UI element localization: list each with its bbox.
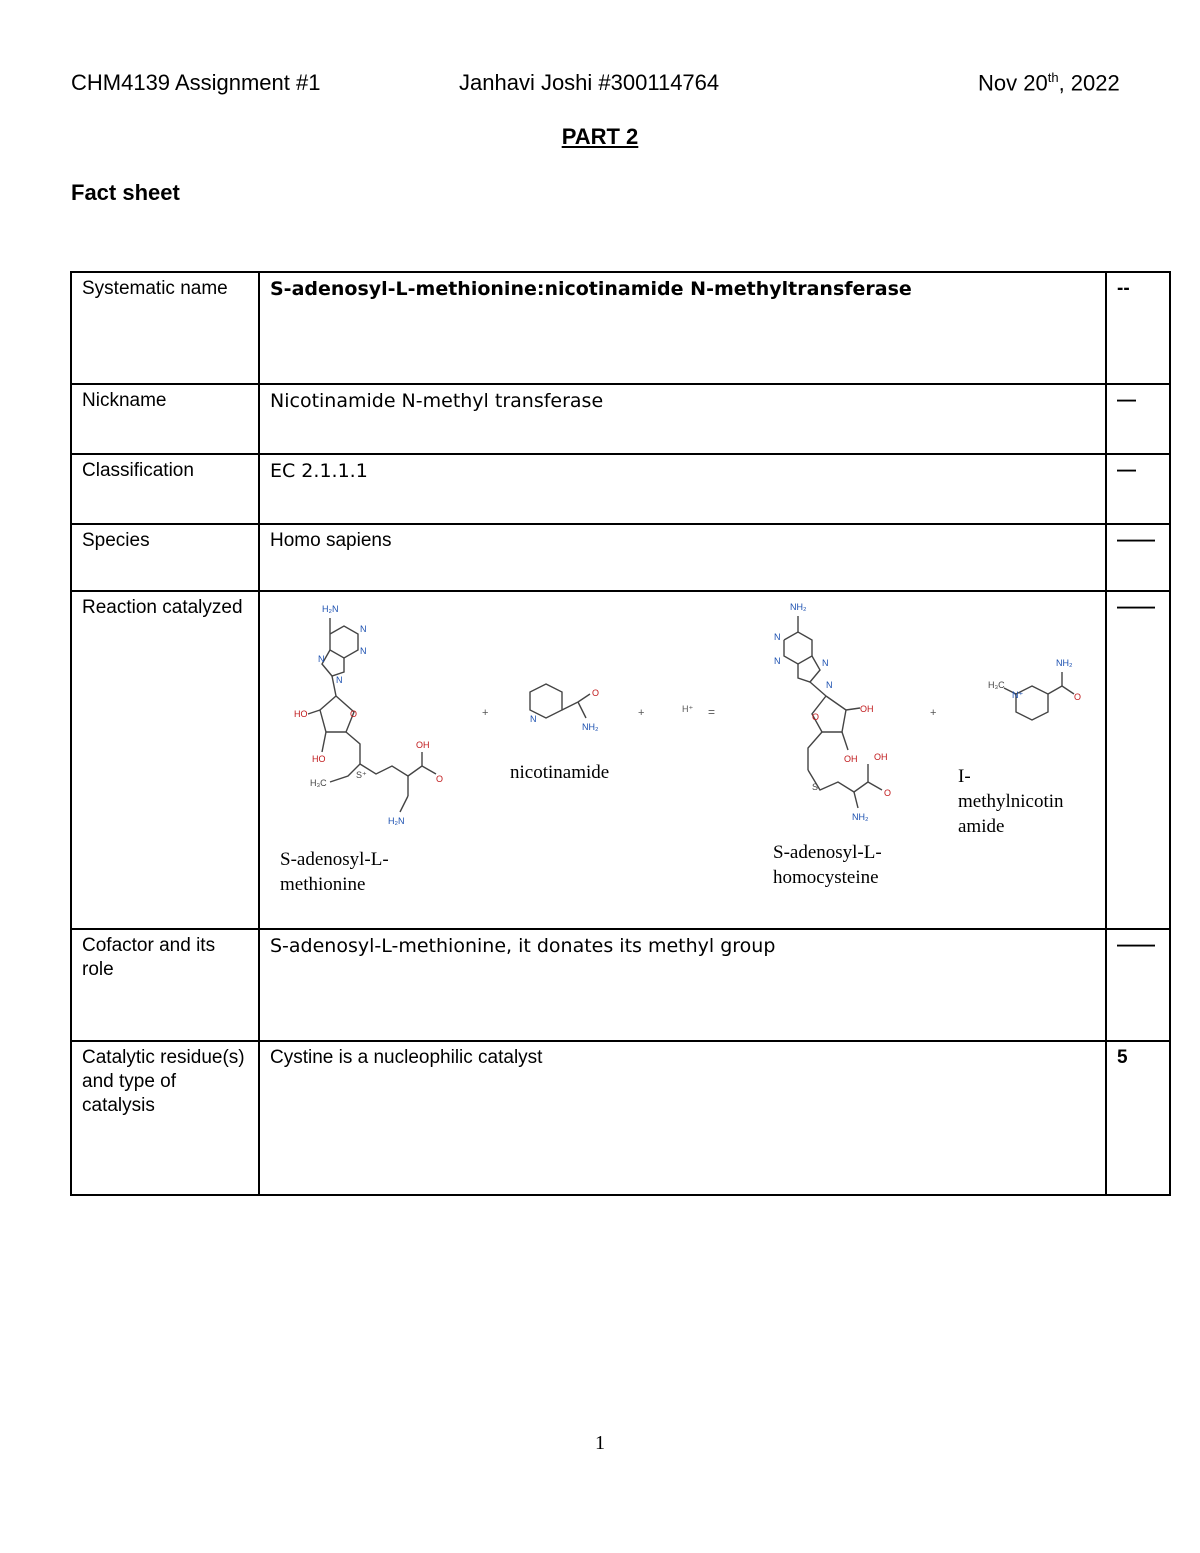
row-label: Reaction catalyzed [71, 591, 259, 929]
sah-oxygens [812, 704, 891, 798]
atom-label: NH₂ [790, 602, 807, 612]
atom-label: O [592, 688, 600, 698]
atom-label: N [774, 656, 781, 666]
date-prefix: Nov 20 [978, 70, 1048, 96]
atom-label: NH₂ [1056, 658, 1073, 668]
row-score: —— [1106, 524, 1170, 591]
header-date [978, 70, 1120, 96]
table-row [71, 1041, 1170, 1195]
row-label: Systematic name [71, 272, 259, 384]
methylnicotinamide-line: I- [958, 766, 971, 787]
row-score: —— [1106, 591, 1170, 929]
part-title: PART 2 [561, 124, 639, 149]
atom-label: N [774, 632, 781, 642]
sam-oxygens [294, 709, 443, 784]
sam-structure [308, 618, 436, 812]
row-score: — [1106, 384, 1170, 454]
atom-label: N [360, 646, 367, 656]
methylnicotinamide-line: amide [958, 816, 1005, 837]
atom-label: NH₂ [582, 722, 599, 732]
atom-label: O [884, 788, 892, 798]
nicotinamide-structure [530, 684, 590, 718]
header-student: Janhavi Joshi #300114764 [459, 70, 720, 95]
table-row [71, 454, 1170, 524]
methylnicotinamide-atoms [988, 658, 1081, 702]
atom-label: OH [416, 740, 430, 750]
row-value: S-adenosyl-L-methionine:nicotinamide N-methyltransferase [259, 272, 1106, 384]
atom-label: H₃C [988, 680, 1005, 690]
sam-atoms [318, 604, 405, 826]
atom-label: O [350, 709, 358, 719]
table-row [71, 524, 1170, 591]
atom-label: O [812, 712, 820, 722]
nicotinamide-label: nicotinamide [510, 762, 610, 783]
proton: H⁺ [682, 704, 694, 714]
atom-label: N [336, 675, 343, 685]
methylnicotinamide-line: methylnicotin [958, 791, 1064, 812]
atom-label: H₃C [310, 778, 327, 788]
row-label: Nickname [71, 384, 259, 454]
atom-label: N [826, 680, 833, 690]
atom-label: N [822, 658, 829, 668]
equals-sign: = [708, 705, 716, 719]
fact-sheet-table [70, 271, 1171, 1196]
plus-sign: + [638, 707, 645, 719]
atom-label: OH [860, 704, 874, 714]
row-score: 5 [1106, 1041, 1170, 1195]
row-label: Classification [71, 454, 259, 524]
row-score: — [1106, 454, 1170, 524]
row-score: -- [1106, 272, 1170, 384]
section-title: Fact sheet [71, 180, 180, 205]
row-label: Cofactor and its role [71, 929, 259, 1041]
row-value: Homo sapiens [259, 524, 1106, 591]
table-row [71, 591, 1170, 929]
table-row [71, 384, 1170, 454]
row-label: Species [71, 524, 259, 591]
sah-label: S-adenosyl-L-homocysteine [773, 842, 882, 888]
header-course: CHM4139 Assignment #1 [71, 70, 321, 95]
atom-label: N [318, 654, 325, 664]
atom-label: NH₂ [852, 812, 869, 822]
atom-label: S [812, 782, 819, 792]
atom-label: S⁺ [356, 770, 367, 780]
table-row [71, 272, 1170, 384]
row-value: Cystine is a nucleophilic catalyst [259, 1041, 1106, 1195]
plus-sign: + [482, 707, 489, 719]
atom-label: HO [312, 754, 326, 764]
row-value: EC 2.1.1.1 [259, 454, 1106, 524]
date-suffix-sup: th [1047, 70, 1059, 85]
atom-label: H₂N [388, 816, 405, 826]
atom-label: HO [294, 709, 308, 719]
page-number: 1 [595, 1432, 605, 1454]
atom-label: N⁺ [1012, 690, 1024, 700]
atom-label: OH [844, 754, 858, 764]
date-year: , 2022 [1058, 70, 1120, 96]
sam-label: S-adenosyl-L-methionine [280, 849, 389, 895]
atom-label: N [530, 714, 537, 724]
row-value: Nicotinamide N-methyl transferase [259, 384, 1106, 454]
methylnicotinamide-label [958, 764, 1088, 839]
atom-label: N [360, 624, 367, 634]
atom-label: O [1074, 692, 1082, 702]
row-value: S-adenosyl-L-methionine, it donates its methyl group [259, 929, 1106, 1041]
plus-sign: + [930, 707, 937, 719]
reaction-figure [259, 591, 1106, 929]
row-label: Catalytic residue(s) and type of catalysis [71, 1041, 259, 1195]
row-score: —— [1106, 929, 1170, 1041]
atom-label: OH [874, 752, 888, 762]
atom-label: H₂N [322, 604, 339, 614]
atom-label: O [436, 774, 444, 784]
table-row [71, 929, 1170, 1041]
